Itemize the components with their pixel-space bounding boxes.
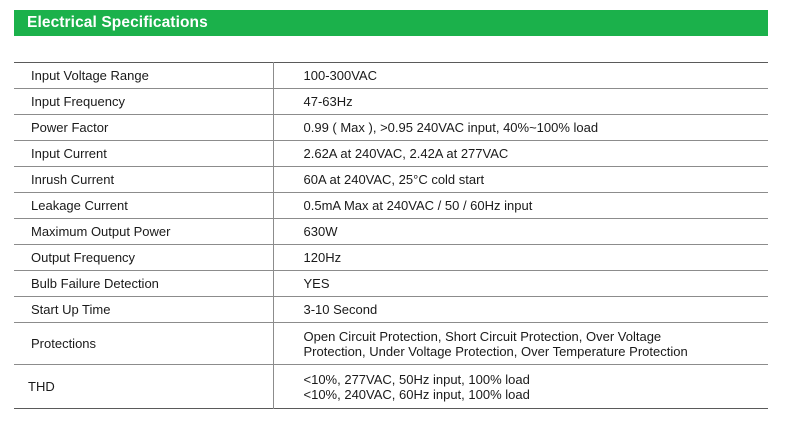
spec-value [273, 323, 768, 365]
spec-value: 0.5mA Max at 240VAC / 50 / 60Hz input [303, 198, 533, 213]
spec-label: Leakage Current [14, 193, 273, 219]
table-row [14, 365, 768, 409]
table-row [14, 219, 768, 245]
spec-label: Input Current [14, 141, 273, 167]
spec-value: 60A at 240VAC, 25°C cold start [303, 172, 485, 187]
spec-value-line: <10%, 240VAC, 60Hz input, 100% load [303, 386, 530, 402]
table-row [14, 63, 768, 89]
spec-value-line: Protection, Under Voltage Protection, Over Temperature Protection [303, 343, 688, 359]
table-row [14, 323, 768, 365]
spec-value: 3-10 Second [303, 302, 378, 317]
spec-value: 630W [303, 224, 338, 239]
spec-value: 100-300VAC [303, 68, 377, 83]
spec-label: Input Voltage Range [14, 63, 273, 89]
table-row [14, 115, 768, 141]
table-row [14, 297, 768, 323]
spec-label: Power Factor [14, 115, 273, 141]
spec-label: Maximum Output Power [14, 219, 273, 245]
spec-label: Inrush Current [14, 167, 273, 193]
spec-value [273, 365, 768, 409]
spec-value-line: <10%, 277VAC, 50Hz input, 100% load [303, 371, 530, 387]
spec-value-line: Open Circuit Protection, Short Circuit Protection, Over Voltage [303, 328, 662, 344]
section-title: Electrical Specifications [27, 14, 208, 31]
table-row [14, 141, 768, 167]
spec-label: Start Up Time [14, 297, 273, 323]
spec-value: 0.99 ( Max ), >0.95 240VAC input, 40%~100% load [303, 120, 599, 135]
table-row [14, 193, 768, 219]
table-row [14, 167, 768, 193]
table-row [14, 245, 768, 271]
electrical-specifications-table [14, 62, 768, 409]
spec-value: YES [303, 276, 330, 291]
spec-label: Output Frequency [14, 245, 273, 271]
section-header [14, 10, 768, 36]
spec-label: Bulb Failure Detection [14, 271, 273, 297]
table-row [14, 271, 768, 297]
spec-value: 2.62A at 240VAC, 2.42A at 277VAC [303, 146, 509, 161]
table-row [14, 89, 768, 115]
spec-value: 120Hz [303, 250, 342, 265]
spec-label: Input Frequency [14, 89, 273, 115]
spec-label: Protections [14, 323, 273, 365]
spec-label: THD [14, 365, 273, 409]
spec-value: 47-63Hz [303, 94, 353, 109]
